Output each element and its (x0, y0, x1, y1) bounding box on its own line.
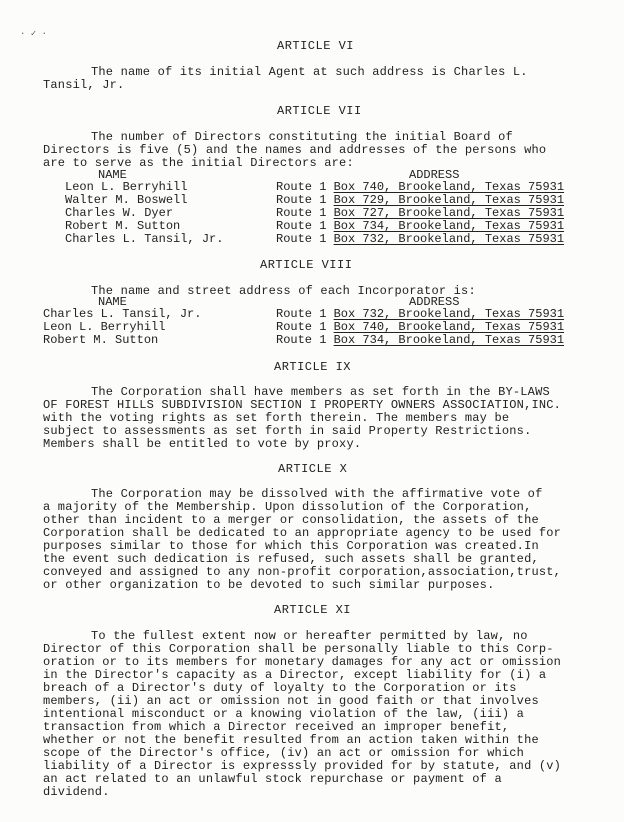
director-address: Route 1 Box 734, Brookeland, Texas 75931 (276, 219, 565, 233)
director-address: Route 1 Box 732, Brookeland, Texas 75931 (276, 232, 565, 246)
director-address: Route 1 Box 727, Brookeland, Texas 75931 (276, 206, 565, 220)
incorporator-address: Route 1 Box 732, Brookeland, Texas 75931 (276, 307, 565, 321)
incorporator-name: Robert M. Sutton (43, 333, 159, 347)
director-address: Route 1 Box 740, Brookeland, Texas 75931 (276, 180, 565, 194)
incorporator-name: Charles L. Tansil, Jr. (43, 307, 202, 321)
article-ix-line: subject to assessments as set forth in said Property Restrictions. (43, 424, 532, 438)
incorporator-address: Route 1 Box 734, Brookeland, Texas 75931 (276, 333, 565, 347)
article-xi-line: dividend. (43, 785, 110, 799)
scan-speckles: · ✓ · (20, 29, 48, 39)
article-xi-line: scope of the Director's office, (iv) an act or omission for which (43, 746, 525, 760)
article-vi-heading: ARTICLE VI (277, 39, 355, 53)
article-xi-heading: ARTICLE XI (274, 603, 352, 617)
article-xi-line: breach of a Director's duty of loyalty to the Corporation or its (43, 681, 517, 695)
article-xi-line: intentional misconduct or a knowing violation of the law, (iii) a (43, 707, 525, 721)
article-x-heading: ARTICLE X (278, 462, 348, 476)
article-x-line: or other organization to be devoted to such similar purposes. (43, 578, 495, 592)
article-x-line: The Corporation may be dissolved with the affirmative vote of (91, 487, 543, 501)
article-ix-line: OF FOREST HILLS SUBDIVISION SECTION I PROPERTY OWNERS ASSOCIATION,INC. (43, 398, 562, 412)
article-xi-line: members, (ii) an act or omission not in good faith or that involves (43, 694, 539, 708)
article-vi-text-line-1: The name of its initial Agent at such address is Charles L. (91, 65, 528, 79)
article-x-line: conveyed and assigned to any non-profit corporation,association,trust, (43, 565, 562, 579)
article-x-line: the event such dedication is refused, such assets shall be granted, (43, 552, 539, 566)
article-ix-line: The Corporation shall have members as set forth in the BY-LAWS (91, 385, 550, 399)
article-xi-line: Director of this Corporation shall be personally liable to this Corp- (43, 642, 554, 656)
director-name: Robert M. Sutton (65, 219, 181, 233)
article-vii-heading: ARTICLE VII (277, 104, 362, 118)
incorporators-address-column-header: ADDRESS (409, 295, 460, 309)
incorporators-name-column-header: NAME (98, 295, 127, 309)
article-x-line: Corporation shall be dedicated to an appropriate agency to be used for (43, 526, 562, 540)
director-address: Route 1 Box 729, Brookeland, Texas 75931 (276, 193, 565, 207)
incorporator-address: Route 1 Box 740, Brookeland, Texas 75931 (276, 320, 565, 334)
directors-address-column-header: ADDRESS (409, 168, 460, 182)
article-xi-line: an act related to an unlawful stock repurchase or payment of a (43, 772, 502, 786)
article-viii-heading: ARTICLE VIII (260, 258, 353, 272)
incorporator-name: Leon L. Berryhill (43, 320, 166, 334)
article-xi-line: liability of a Director is expresssly provided for by statute, and (v) (43, 759, 562, 773)
article-xi-line: transaction from which a Director received an improper benefit, (43, 720, 510, 734)
article-ix-heading: ARTICLE IX (274, 360, 352, 374)
article-viii-text-line-1: The name and street address of each Incorporator is: (91, 284, 476, 298)
director-name: Leon L. Berryhill (65, 180, 188, 194)
article-vi-text-line-2: Tansil, Jr. (43, 78, 125, 92)
article-ix-line: with the voting rights as set forth therein. The members may be (43, 411, 510, 425)
article-ix-line: Members shall be entitled to vote by proxy. (43, 437, 362, 451)
article-xi-line: oration or to its members for monetary damages for any act or omission (43, 655, 562, 669)
article-xi-line: To the fullest extent now or hereafter permitted by law, no (91, 629, 528, 643)
article-vii-text-line-2: Directors is five (5) and the names and addresses of the persons who (43, 143, 547, 157)
article-xi-line: whether or not the benefit resulted from an action taken within the (43, 733, 539, 747)
article-x-line: purposes similar to those for which this Corporation was created.In (43, 539, 539, 553)
article-vii-text-line-3: are to serve as the initial Directors are: (43, 156, 354, 170)
article-x-line: other than incident to a merger or consolidation, the assets of the (43, 513, 539, 527)
director-name: Walter M. Boswell (65, 193, 188, 207)
article-vii-text-line-1: The number of Directors constituting the initial Board of (91, 130, 513, 144)
director-name: Charles W. Dyer (65, 206, 174, 220)
article-x-line: a majority of the Membership. Upon dissolution of the Corporation, (43, 500, 532, 514)
directors-name-column-header: NAME (98, 168, 127, 182)
director-name: Charles L. Tansil, Jr. (65, 232, 224, 246)
article-xi-line: in the Director's capacity as a Director, except liability for (i) a (43, 668, 547, 682)
